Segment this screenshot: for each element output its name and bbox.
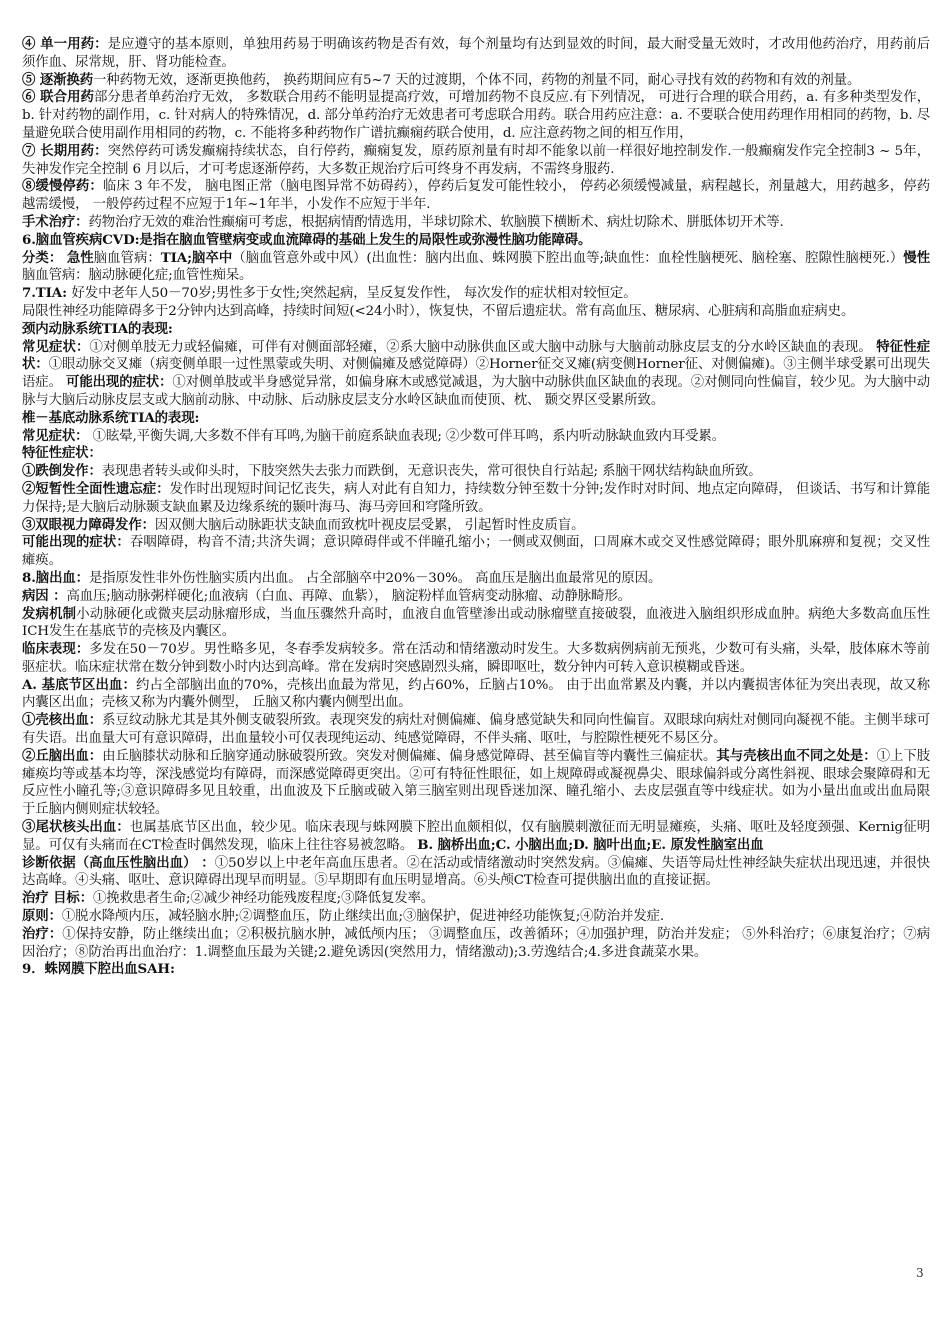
- paragraph: [22, 677, 930, 713]
- text: 系豆纹动脉尤其是其外侧支破裂所致。表现突发的病灶对侧偏瘫、偏身感觉缺失和同向性偏盲。双眼球向病灶对侧同向凝视不能。主侧半球可有失语。出血量大可有意识障碍，出血量较小可仅表现纯运动、纯感觉障碍，不伴头痛、呕吐，与腔隙性梗死不易区分。: [22, 713, 930, 747]
- bold-text: 慢性: [903, 249, 930, 266]
- text: ①保持安静，防止继续出血；②积极抗脑水肿，减低颅内压； ③调整血压，改善循环；④加强护理，防治并发症； ⑤外科治疗；⑥康复治疗；⑦病因治疗；⑧防治再出血治疗：1.调整血压最为关键;2.避免诱因(突然用力，情绪激动);3.劳逸结合;4.多进食蔬菜水果。: [22, 926, 930, 960]
- text: 是指原发性非外伤性脑实质内出血。 占全部脑卒中20%－30%。 高血压是脑出血最常见的原因。: [88, 570, 662, 586]
- text: ①对侧单肢或半身感觉异常，如偏身麻木或感觉减退，为大脑中动脉供血区缺血的表现。②对侧同向性偏盲，较少见。为大脑中动脉与大脑后动脉皮层支或大脑前动脉、中动脉、后动脉皮层支分水岭区缺血而使顶、枕、 颞交界区受累所致。: [22, 375, 931, 408]
- text: 也属基底节区出血，较少见。临床表现与蛛网膜下腔出血颇相似，仅有脑膜刺激征而无明显瘫痪，头痛、呕吐及轻度颈强、Kernig征明显。可仅有头痛而在CT检查时偶然发现，临床上往往容易被忽略。: [22, 820, 931, 853]
- bold-text: ⑦ 长期用药：: [22, 142, 108, 159]
- paragraph: [22, 606, 930, 642]
- paragraph: [22, 428, 930, 446]
- bold-text: 治疗：: [22, 925, 63, 942]
- paragraph: [22, 819, 930, 855]
- bold-text: B. 脑桥出血;C. 小脑出血;D. 脑叶出血;E. 原发性脑室出血: [417, 836, 764, 853]
- text: 约占全部脑出血的70%，壳核出血最为常见，约占60%，丘脑占10%。 由于出血常累及内囊，并以内囊损害体征为突出表现，故又称内囊区出血；壳核又称为内囊外侧型， 丘脑又称内囊内侧型出血。: [22, 677, 931, 711]
- bold-text: ⑥ 联合用药: [22, 89, 94, 106]
- paragraph: [22, 143, 930, 179]
- paragraph: [22, 463, 930, 481]
- text: ①上下肢瘫痪均等或基本均等，深浅感觉均有障碍，而深感觉障碍更突出。②可有特征性眼征，如上规障碍或凝视鼻尖、眼球偏斜或分离性斜视、眼球会聚障碍和无反应性小瞳孔等;③意识障碍多见且较重，出血波及下丘脑或破入第三脑室则出现昏迷加深、瞳孔缩小、去皮层强直等中线症状。如为小量出血或出血局限于丘脑内侧则症状较轻。: [22, 748, 930, 818]
- page-number: 3: [916, 1266, 924, 1280]
- bold-text: 分类： 急性: [22, 249, 94, 266]
- paragraph: [22, 178, 930, 214]
- text: ①眩晕,平衡失调,大多数不伴有耳鸣,为脑干前庭系缺血表现; ②少数可伴耳鸣，系内听动脉缺血致内耳受累。: [88, 428, 726, 444]
- text: 药物治疗无效的难治性癫痫可考虑，根据病情酌情选用，半球切除术、软脑膜下横断术、病灶切除术、胼胝体切开术等.: [88, 214, 784, 230]
- paragraph: [22, 36, 930, 72]
- bold-text: 治疗 目标：: [22, 890, 94, 907]
- paragraph: [22, 72, 930, 90]
- bold-text: 常见症状：: [22, 338, 90, 355]
- text: ①脱水降颅内压，减轻脑水肿;②调整血压，防止继续出血;③脑保护，促进神经功能恢复;④防治并发症.: [61, 909, 665, 925]
- text: （脑血管意外或中风）(出血性：脑内出血、蛛网膜下腔出血等;缺血性：血栓性脑梗死、脑栓塞、腔隙性脑梗死.）: [232, 250, 904, 266]
- bold-text: ②丘脑出血：: [22, 747, 103, 764]
- text: ①对侧单肢无力或轻偏瘫，可伴有对侧面部轻瘫，②系大脑中动脉供血区或大脑中动脉与大脑前动脉皮层支的分水岭区缺血的表现。: [89, 339, 877, 355]
- paragraph: [22, 89, 930, 142]
- bold-text: 6.脑血管疾病CVD:是指在脑血管壁病变或血流障碍的基础上发生的局限性或弥漫性脑功能障碍。: [22, 231, 592, 248]
- document-body: [22, 36, 930, 979]
- bold-text: A. 基底节区出血：: [22, 676, 136, 693]
- paragraph: [22, 890, 930, 908]
- paragraph: [22, 961, 930, 979]
- text: 因双侧大脑后动脉距状支缺血而致枕叶视皮层受累， 引起暂时性皮质盲。: [154, 517, 585, 533]
- text: 一种药物无效，逐渐更换他药， 换药期间应有5~7 天的过渡期，个体不同，药物的剂量不同，耐心寻找有效的药物和有效的剂量。: [93, 72, 861, 88]
- paragraph: [22, 748, 930, 819]
- bold-text: ①跌倒发作：: [22, 463, 102, 480]
- text: 突然停药可诱发癫痫持续状态，自行停药，癫痫复发，原药原剂量有时却不能象以前一样很好地控制发作.一般癫痫发作完全控制3 ~ 5年，失神发作完全控制 6 月以后，才可考虑逐渐停药，大多数正规治疗后可终身不再发病，不需终身服药.: [22, 143, 931, 177]
- paragraph: [22, 534, 930, 570]
- bold-text: 椎－基底动脉系统TIA的表现:: [22, 409, 200, 426]
- paragraph: [22, 712, 930, 748]
- bold-text: ⑤ 逐渐换药: [22, 71, 94, 88]
- text: 由丘脑膝状动脉和丘脑穿通动脉破裂所致。突发对侧偏瘫、偏身感觉障碍、甚至偏盲等内囊性三偏症状。: [102, 748, 717, 764]
- bold-text: 原则：: [22, 908, 62, 925]
- bold-text: 特征性症状：: [22, 445, 102, 462]
- paragraph: [22, 517, 930, 535]
- bold-text: 发病机制: [22, 605, 77, 622]
- paragraph: [22, 926, 930, 962]
- bold-text: 颈内动脉系统TIA的表现:: [22, 320, 173, 337]
- text: 临床 3 年不发， 脑电图正常（脑电图异常不妨碍药），停药后复发可能性较小， 停药必须缓慢减量，病程越长，剂量越大，用药越多，停药越需缓慢， 一般停药过程不应短于1年~1年半，小发作不应短于半年.: [22, 179, 930, 213]
- bold-text: 常见症状：: [22, 427, 89, 444]
- bold-text: 可能出现的症状：: [66, 374, 173, 391]
- bold-text: ②短暂性全面性遗忘症：: [22, 480, 170, 497]
- text: 部分患者单药治疗无效， 多数联合用药不能明显提高疗效，可增加药物不良反应.有下列情况， 可进行合理的联合用药，a. 有多种类型发作，b. 针对药物的副作用，c. 针对病人的特殊情况，d. 部分单药治疗无效患者可考虑联合用药。联合用药应注意：a. 不要联合使用药理作用相同的药物，b. 尽量避免联合使用副作用相同的药物，c. 不能将多种药物作广谱抗癫痫药联合使用，d. 应注意药物之间的相互作用，: [22, 90, 930, 141]
- paragraph: [22, 250, 930, 286]
- paragraph: [22, 339, 930, 410]
- bold-text: 特征性症状：: [22, 338, 930, 373]
- text: 是应遵守的基本原则，单独用药易于明确该药物是否有效，每个剂量均有达到显效的时间，最大耐受量无效时，才改用他药治疗，用药前后须作血、尿常规，肝、肾功能检查。: [22, 37, 930, 70]
- bold-text: 9．蛛网膜下腔出血SAH:: [22, 961, 175, 978]
- bold-text: 7.TIA:: [22, 285, 72, 302]
- text: ①50岁以上中老年高血压患者。②在活动或情绪激动时突然发病。③偏瘫、失语等局灶性神经缺失症状出现迅速，并很快达高峰。④头痛、呕吐、意识障碍出现早而明显。⑤早期即有血压明显增高。⑥头颅CT检查可提供脑出血的直接证据。: [22, 855, 930, 889]
- bold-text: 手术治疗：: [22, 213, 89, 230]
- paragraph: [22, 232, 930, 250]
- text: 表现患者转头或仰头时，下肢突然失去张力而跌倒，无意识丧失，常可很快自行站起; 系脑干网状结构缺血所致。: [101, 464, 762, 480]
- text: ①挽救患者生命;②减少神经功能残废程度;③降低复发率。: [93, 891, 435, 907]
- text: 发作时出现短时间记忆丧失，病人对此有自知力，持续数分钟至数十分钟;发作时对时间、地点定向障碍， 但谈话、书写和计算能力保持;是大脑后动脉颞支缺血累及边缘系统的颞叶海马、海马旁回和穹隆所致。: [22, 481, 931, 515]
- paragraph: [22, 303, 930, 321]
- bold-text: 8.脑出血：: [22, 569, 89, 586]
- text: 脑血管病：: [93, 250, 161, 266]
- text: 好发中老年人50－70岁;男性多于女性;突然起病，呈反复发作性， 每次发作的症状相对较恒定。: [71, 286, 637, 302]
- paragraph: [22, 908, 930, 926]
- paragraph: [22, 481, 930, 517]
- text: 局限性神经功能障碍多于2分钟内达到高峰，持续时间短(<24小时），恢复快，不留后遗症状。常有高血压、糖尿病、心脏病和高脂血症病史。: [22, 303, 855, 319]
- text: 多发在50－70岁。男性略多见，冬春季发病较多。常在活动和情绪激动时发生。大多数病例病前无预兆，少数可有头痛，头晕，肢体麻木等前驱症状。临床症状常在数分钟到数小时内达到高峰。常在发病时突感剧烈头痛，瞬即呕吐，数分钟内可转入意识模糊或昏迷。: [22, 642, 931, 675]
- paragraph: [22, 570, 930, 588]
- bold-text: TIA;脑卒中: [160, 249, 233, 266]
- bold-text: 诊断依据（高血压性脑出血） ：: [22, 854, 215, 871]
- paragraph: [22, 285, 930, 303]
- bold-text: 临床表现：: [22, 641, 90, 658]
- paragraph: [22, 321, 930, 339]
- bold-text: 可能出现的症状：: [22, 534, 130, 551]
- bold-text: ①壳核出血：: [22, 712, 103, 729]
- bold-text: 其与壳核出血不同之处是：: [716, 747, 877, 764]
- bold-text: ③尾状核头出血：: [22, 819, 130, 836]
- text: 脑血管病：脑动脉硬化症;血管性痴呆。: [22, 268, 253, 284]
- text: 吞咽障碍，构音不清;共济失调；意识障碍伴或不伴瞳孔缩小；一侧或双侧面，口周麻木或交叉性感觉障碍；眼外肌麻痹和复视；交叉性瘫痪。: [22, 535, 930, 569]
- bold-text: ⑧缓慢停药：: [22, 178, 103, 195]
- text: 高血压;脑动脉粥样硬化;血液病（白血、再障、血紫）， 脑淀粉样血管病变动脉瘤、动静脉畸形。: [66, 588, 631, 604]
- paragraph: [22, 410, 930, 428]
- paragraph: [22, 641, 930, 677]
- bold-text: 病因 ：: [22, 587, 67, 604]
- bold-text: ③双眼视力障碍发作：: [22, 516, 155, 533]
- text: 小动脉硬化或微夹层动脉瘤形成，当血压骤然升高时，血液自血管壁渗出或动脉瘤壁直接破裂，血液进入脑组织形成血肿。病绝大多数高血压性ICH发生在基底节的壳核及内囊区。: [22, 606, 930, 640]
- paragraph: [22, 445, 930, 463]
- paragraph: [22, 588, 930, 606]
- paragraph: [22, 214, 930, 232]
- text: ①眼动脉交叉瘫（病变侧单眼一过性黑蒙或失明、对侧偏瘫及感觉障碍）②Horner征交叉瘫(病变侧Horner征、对侧偏瘫)。③主侧半球受累可出现失语症。: [22, 357, 930, 391]
- paragraph: [22, 855, 930, 891]
- bold-text: ④ 单一用药：: [22, 36, 108, 52]
